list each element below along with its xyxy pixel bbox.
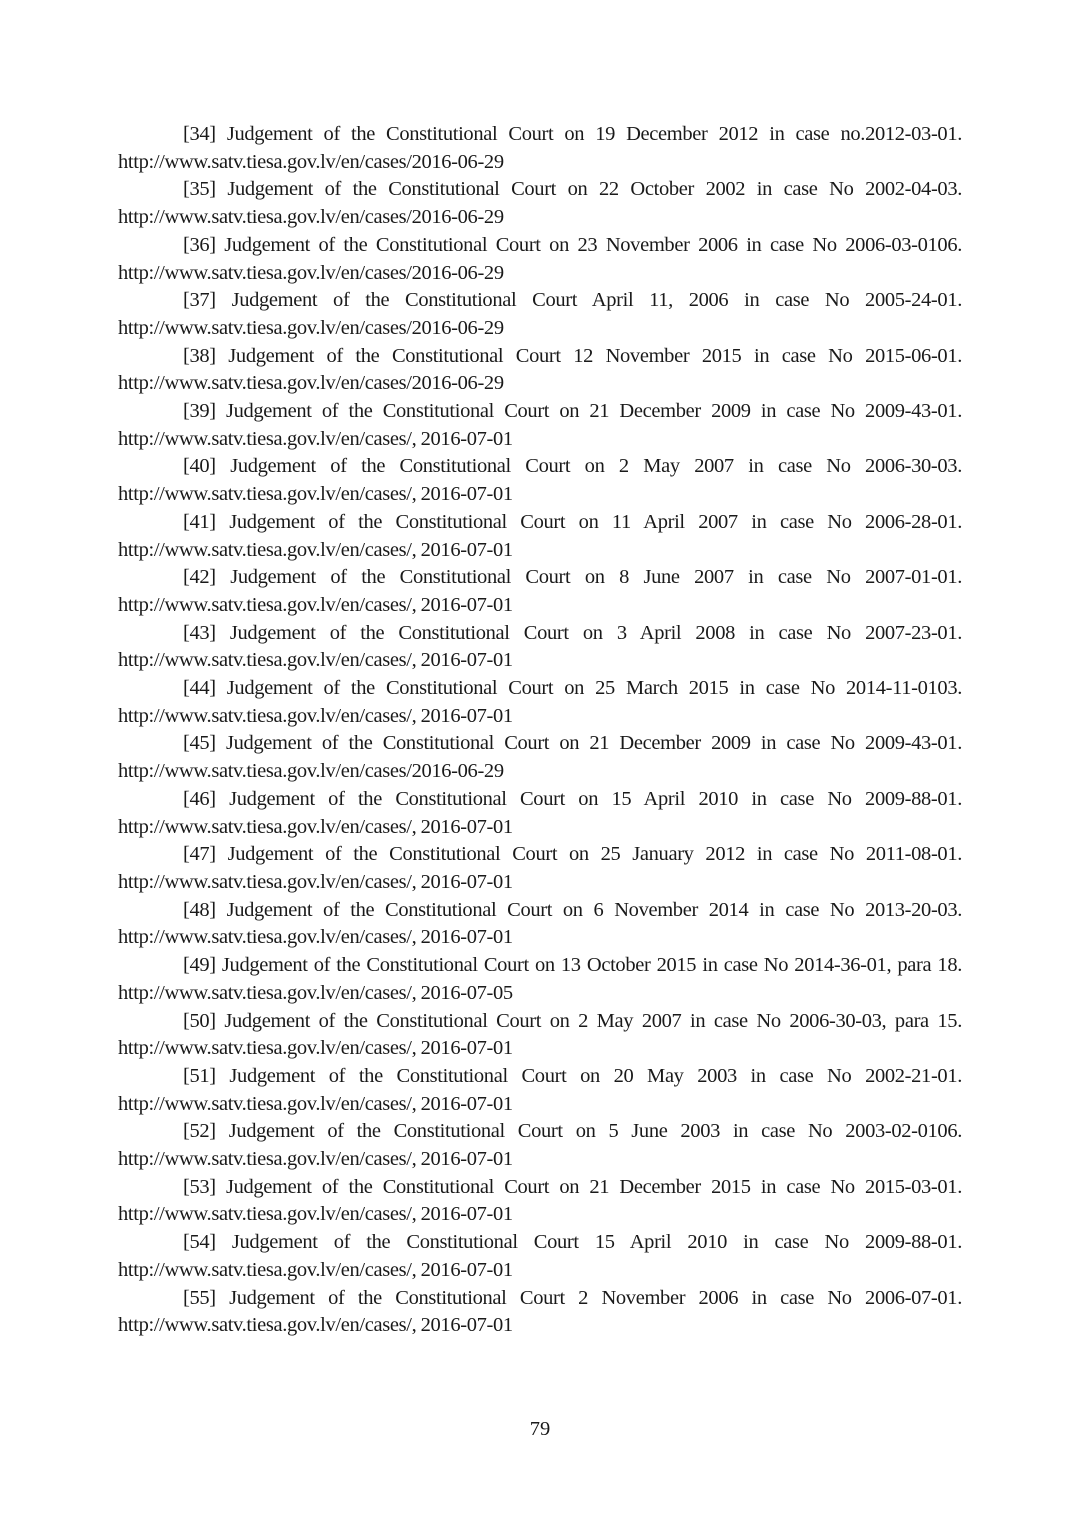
reference-item: [45] Judgement of the Constitutional Court on 21 December 2009 in case No 2009-43-01. http://www.satv.tiesa.gov.lv/en/cases/2016-06-29 [118,732,962,783]
reference-item: [52] Judgement of the Constitutional Court on 5 June 2003 in case No 2003-02-0106. http://www.satv.tiesa.gov.lv/en/cases/, 2016-07-01 [118,1120,962,1171]
reference-item: [37] Judgement of the Constitutional Court April 11, 2006 in case No 2005-24-01. http://www.satv.tiesa.gov.lv/en/cases/2016-06-29 [118,289,962,339]
reference-item: [43] Judgement of the Constitutional Court on 3 April 2008 in case No 2007-23-01. http://www.satv.tiesa.gov.lv/en/cases/, 2016-07-01 [118,621,962,672]
reference-item: [48] Judgement of the Constitutional Court on 6 November 2014 in case No 2013-20-03. http://www.satv.tiesa.gov.lv/en/cases/, 2016-07-01 [118,898,962,949]
reference-item: [44] Judgement of the Constitutional Court on 25 March 2015 in case No 2014-11-0103. http://www.satv.tiesa.gov.lv/en/cases/, 2016-07-01 [118,677,962,727]
page-number: 79 [529,1418,551,1440]
reference-item: [40] Judgement of the Constitutional Court on 2 May 2007 in case No 2006-30-03. http://www.satv.tiesa.gov.lv/en/cases/, 2016-07-01 [118,455,962,506]
reference-item: [51] Judgement of the Constitutional Court on 20 May 2003 in case No 2002-21-01. http://www.satv.tiesa.gov.lv/en/cases/, 2016-07-01 [118,1064,962,1115]
reference-item: [35] Judgement of the Constitutional Court on 22 October 2002 in case No 2002-04-03. http://www.satv.tiesa.gov.lv/en/cases/2016-06-29 [118,178,962,229]
reference-item: [47] Judgement of the Constitutional Court on 25 January 2012 in case No 2011-08-01. http://www.satv.tiesa.gov.lv/en/cases/, 2016-07-01 [118,843,962,893]
reference-item: [38] Judgement of the Constitutional Court 12 November 2015 in case No 2015-06-01. http://www.satv.tiesa.gov.lv/en/cases/2016-06-29 [118,344,962,395]
reference-item: [39] Judgement of the Constitutional Court on 21 December 2009 in case No 2009-43-01. http://www.satv.tiesa.gov.lv/en/cases/, 2016-07-01 [118,400,962,450]
reference-item: [53] Judgement of the Constitutional Court on 21 December 2015 in case No 2015-03-01. http://www.satv.tiesa.gov.lv/en/cases/, 2016-07-01 [118,1175,962,1226]
reference-item: [46] Judgement of the Constitutional Court on 15 April 2010 in case No 2009-88-01. http://www.satv.tiesa.gov.lv/en/cases/, 2016-07-01 [118,787,962,838]
reference-item: [49] Judgement of the Constitutional Court on 13 October 2015 in case No 2014-36-01, para 18. http://www.satv.tiesa.gov.lv/en/cases/, 2016-07-05 [118,954,962,1004]
reference-item: [34] Judgement of the Constitutional Court on 19 December 2012 in case no.2012-03-01. http://www.satv.tiesa.gov.lv/en/cases/2016-06-29 [118,123,962,173]
reference-item: [54] Judgement of the Constitutional Court 15 April 2010 in case No 2009-88-01. http://www.satv.tiesa.gov.lv/en/cases/, 2016-07-01 [118,1231,962,1281]
reference-list [118,121,962,1340]
reference-item: [55] Judgement of the Constitutional Court 2 November 2006 in case No 2006-07-01. http://www.satv.tiesa.gov.lv/en/cases/, 2016-07-01 [118,1286,962,1337]
reference-item: [42] Judgement of the Constitutional Court on 8 June 2007 in case No 2007-01-01. http://www.satv.tiesa.gov.lv/en/cases/, 2016-07-01 [118,566,962,616]
reference-item: [50] Judgement of the Constitutional Court on 2 May 2007 in case No 2006-30-03, para 15. http://www.satv.tiesa.gov.lv/en/cases/, 2016-07-01 [118,1009,962,1060]
reference-item: [41] Judgement of the Constitutional Court on 11 April 2007 in case No 2006-28-01. http://www.satv.tiesa.gov.lv/en/cases/, 2016-07-01 [118,510,962,561]
reference-item: [36] Judgement of the Constitutional Court on 23 November 2006 in case No 2006-03-0106. http://www.satv.tiesa.gov.lv/en/cases/2016-06-29 [118,233,962,284]
